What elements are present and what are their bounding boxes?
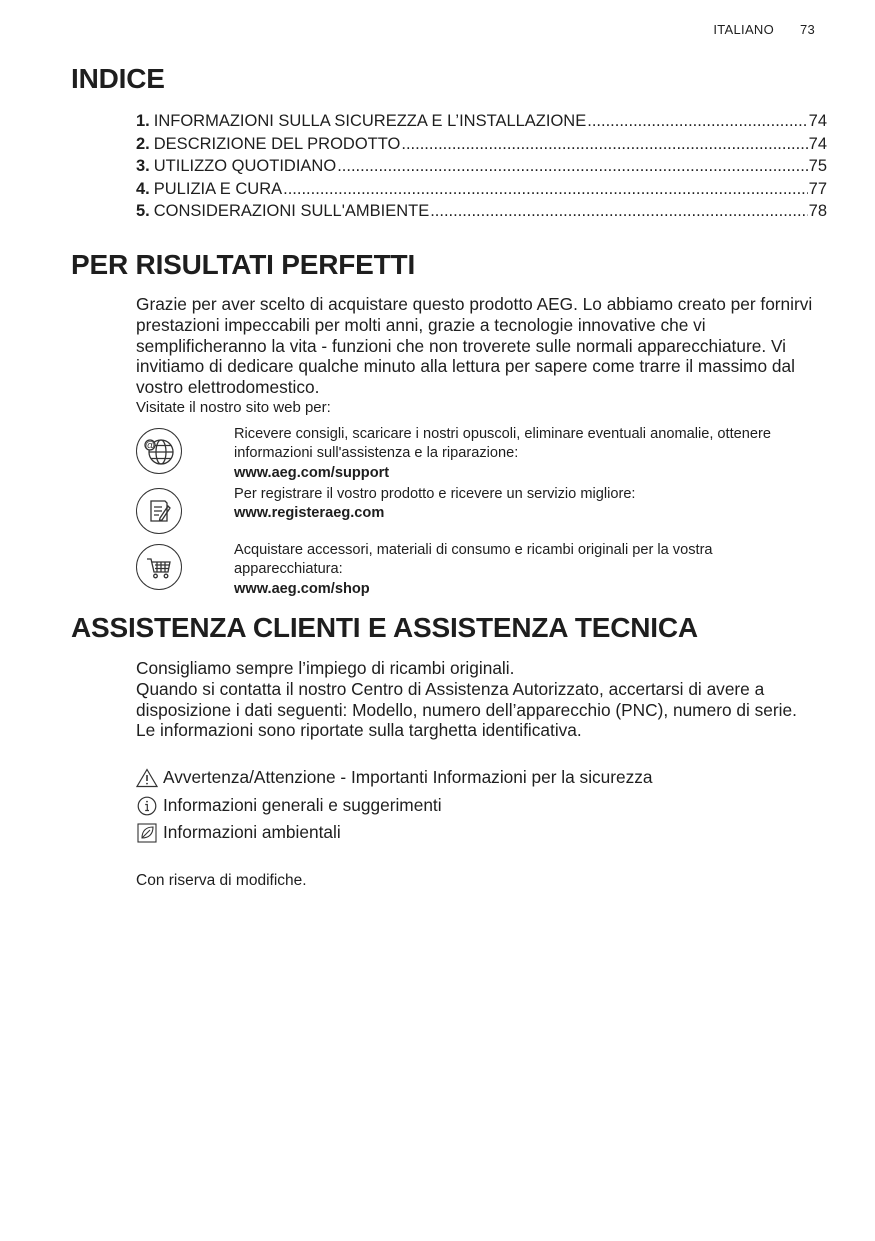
toc-item[interactable] [136,180,827,203]
index-title: INDICE [71,63,165,94]
toc-leader-dots [283,180,808,199]
register-description: Per registrare il vostro prodotto e ricevere un servizio migliore: [234,486,636,502]
svg-text:@: @ [144,440,156,452]
toc-item-number: 4. [136,179,150,198]
service-line-rating-plate: Le informazioni sono riportate sulla targhetta identificativa. [136,720,582,741]
toc-item-label: DESCRIZIONE DEL PRODOTTO [153,134,401,153]
leaf-icon [136,823,158,843]
toc-item-label: INFORMAZIONI SULLA SICUREZZA E L’INSTALLAZIONE [153,112,587,130]
service-line-original-parts: Consigliamo sempre l’impiego di ricambi originali. [136,658,515,678]
warning-triangle-icon [136,768,158,788]
legend-warning [136,767,653,788]
toc-item-number: 1. [136,112,150,130]
service-title: ASSISTENZA CLIENTI E ASSISTENZA TECNICA [71,612,698,643]
support-description: Ricevere consigli, scaricare i nostri opuscoli, eliminare eventuali anomalie, ottenere informazioni sull'assistenza e la riparazione: [234,426,771,462]
toc-item-page: 75 [808,157,827,175]
toc-leader-dots [430,202,807,221]
legend-info-label: Informazioni generali e suggerimenti [163,795,442,815]
shopping-cart-icon [136,544,182,590]
shop-description: Acquistare accessori, materiali di consumo e ricambi originali per la vostra apparecchiatura: [234,542,713,578]
toc-item-label: CONSIDERAZIONI SULL'AMBIENTE [153,202,430,220]
legend-info [136,795,442,816]
reserve-note: Con riserva di modifiche. [136,872,307,889]
visit-website-text: Visitate il nostro sito web per: [136,399,331,416]
toc-item-label: PULIZIA E CURA [153,179,283,198]
page-header [713,22,815,37]
toc-item-number: 3. [136,157,150,175]
intro-paragraph: Grazie per aver scelto di acquistare questo prodotto AEG. Lo abbiamo creato per fornirvi prestazioni impeccabili per molti anni, grazie a tecnologie innovative che vi semplificheranno la vita - funzioni che non troverete sulle normali apparecchiature. Vi invitiamo di dedicare qualche minuto alla lettura per sapere come trarre il massimo dal vostro elettrodomestico. [136,294,813,398]
perfect-results-title: PER RISULTATI PERFETTI [71,249,416,280]
toc-item[interactable] [136,135,827,158]
toc-leader-dots [587,112,807,131]
register-link[interactable]: www.registeraeg.com [234,505,385,522]
service-paragraph [136,658,826,741]
toc-leader-dots [401,135,807,154]
legend-environment [136,822,341,843]
info-circle-icon [136,796,158,816]
register-document-icon [136,488,182,534]
toc-item-page: 78 [808,202,827,220]
register-link-block [234,485,794,524]
shop-link[interactable]: www.aeg.com/shop [234,580,370,597]
toc-item[interactable] [136,157,827,180]
toc-item-page: 74 [808,134,827,153]
language-label: ITALIANO [713,22,775,37]
toc-item-number: 5. [136,202,150,220]
toc-item[interactable] [136,112,827,135]
service-line-contact: Quando si contatta il nostro Centro di Assistenza Autorizzato, accertarsi di avere a disposizione i dati seguenti: Modello, numero dell’apparecchio (PNC), numero di serie. [136,678,797,720]
table-of-contents [136,112,827,225]
page-number: 73 [799,22,815,37]
legend-warning-label: Avvertenza/Attenzione - Importanti Informazioni per la sicurezza [163,767,653,787]
globe-at-icon [136,428,182,474]
legend-environment-label: Informazioni ambientali [163,822,341,842]
support-link[interactable]: www.aeg.com/support [234,464,390,481]
toc-leader-dots [337,157,807,176]
toc-item-page: 77 [808,179,827,198]
toc-item-page: 74 [808,112,827,130]
shop-link-block [234,541,794,599]
support-link-block [234,425,794,483]
toc-item[interactable] [136,202,827,225]
toc-item-label: UTILIZZO QUOTIDIANO [153,157,337,175]
toc-item-number: 2. [136,134,150,153]
